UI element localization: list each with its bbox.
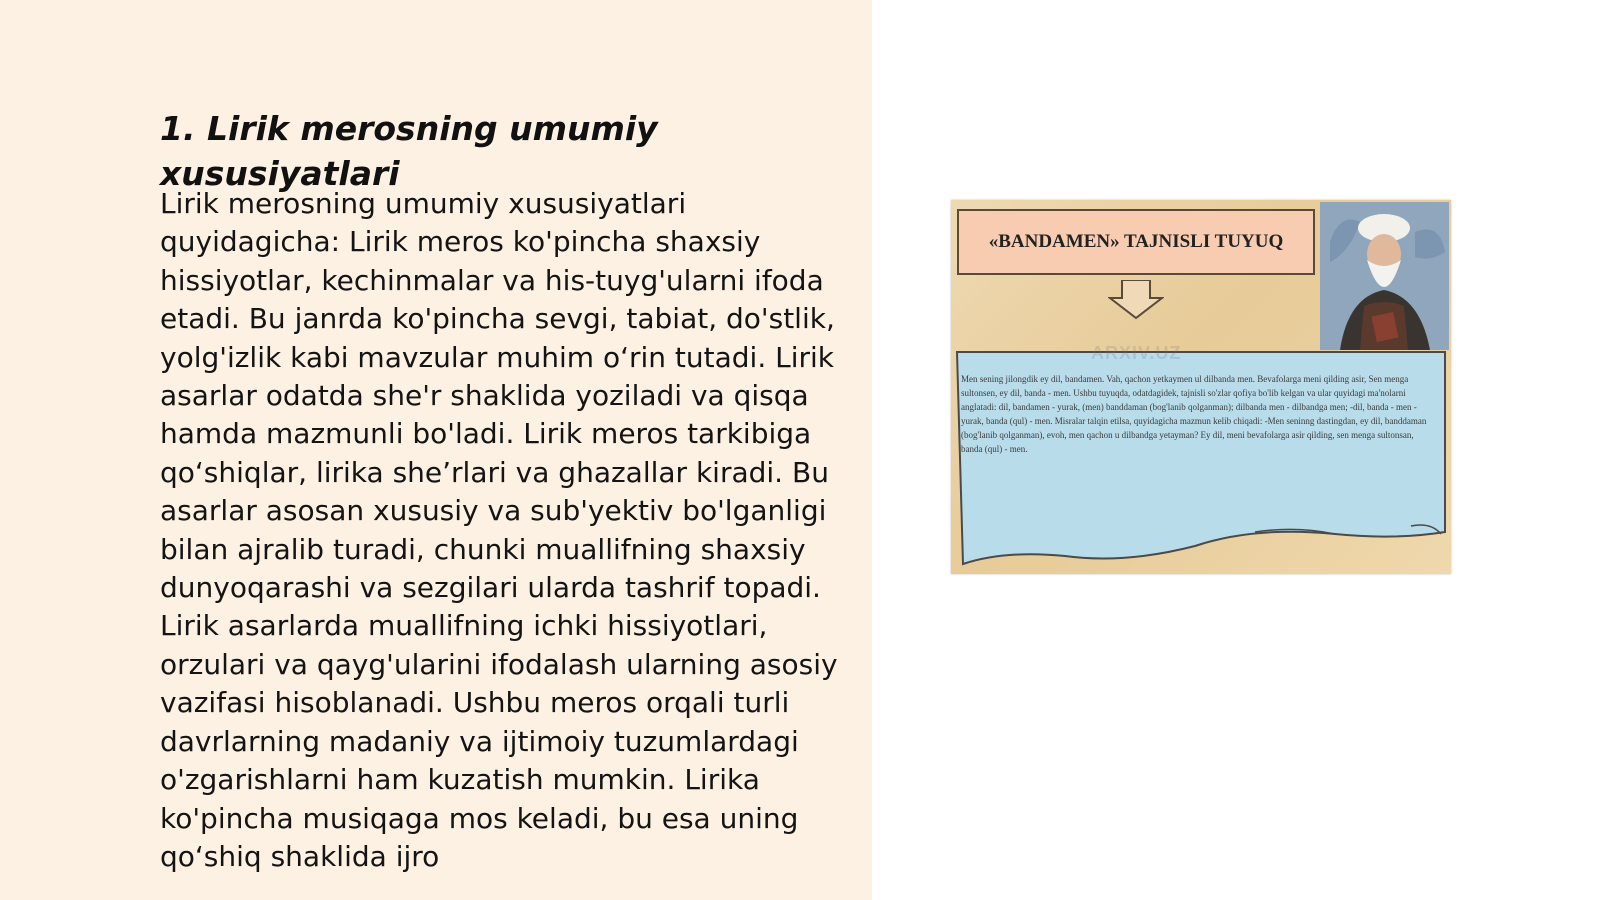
poet-figure-icon [1320,202,1449,350]
watermark: ARXIV.UZ [1091,343,1182,363]
poet-portrait [1320,202,1449,350]
scroll-text: Men sening jilongdik ey dil, bandamen. Vah, qachon yetkaymen ul dilbanda men. Bevafolarga meni qilding asir, Sen menga sultonsen, ey dil, banda - men. Ushbu tuyuqda, odatdagidek, tajnisli so'zlar qofiya bo'lib kelgan va ular quyidagi ma'nolarni anglatadi: dil, bandamen - yurak, (men) banddaman (bog'lanib qolganman); dilbanda men - dilbandga men; -dil, banda - men - yurak, banda (qul) - men. Misralar talqin etilsa, quyidagicha mazmun kelib chiqadi: -Men seninng dastingdan, ey dil, banddaman (bog'lanib qolganman), evoh, men qachon u dilbandga yetayman? Ey dil, meni bevafolarga asir qilding, sen menga sultonsan, banda (qul) - men. [961,374,1427,454]
card-header: «BANDAMEN» TAJNISLI TUYUQ [957,209,1315,275]
down-arrow-icon [1108,280,1164,320]
slide-body-text: Lirik merosning umumiy xususiyatlari quyidagicha: Lirik meros ko'pincha shaxsiy hissiyotlar, kechinmalar va his-tuyg'ularni ifoda etadi. Bu janrda ko'pincha sevgi, tabiat, do'stlik, yolg'izlik kabi mavzular muhim o‘rin tutadi. Lirik asarlar odatda she'r shaklida yoziladi va qisqa hamda mazmunli bo'ladi. Lirik meros tarkibiga qo‘shiqlar, lirika she’rlari va ghazallar kiradi. Bu asarlar asosan xususiy va sub'yektiv bo'lganligi bilan ajralib turadi, chunki muallifning shaxsiy dunyoqarashi va sezgilari ularda tashrif topadi. Lirik asarlarda muallifning ichki hissiyotlari, orzulari va qayg'ularini ifodalash ularning asosiy vazifasi hisoblanadi. Ushbu meros orqali turli davrlarning madaniy va ijtimoiy tuzumlardagi o'zgarishlarni ham kuzatish mumkin. Lirika ko'pincha musiqaga mos keladi, bu esa uning qo‘shiq shaklida ijro [160,187,838,873]
slide-title: 1. Lirik merosning umumiy xususiyatlari [160,109,658,193]
illustration-image [951,200,1451,574]
